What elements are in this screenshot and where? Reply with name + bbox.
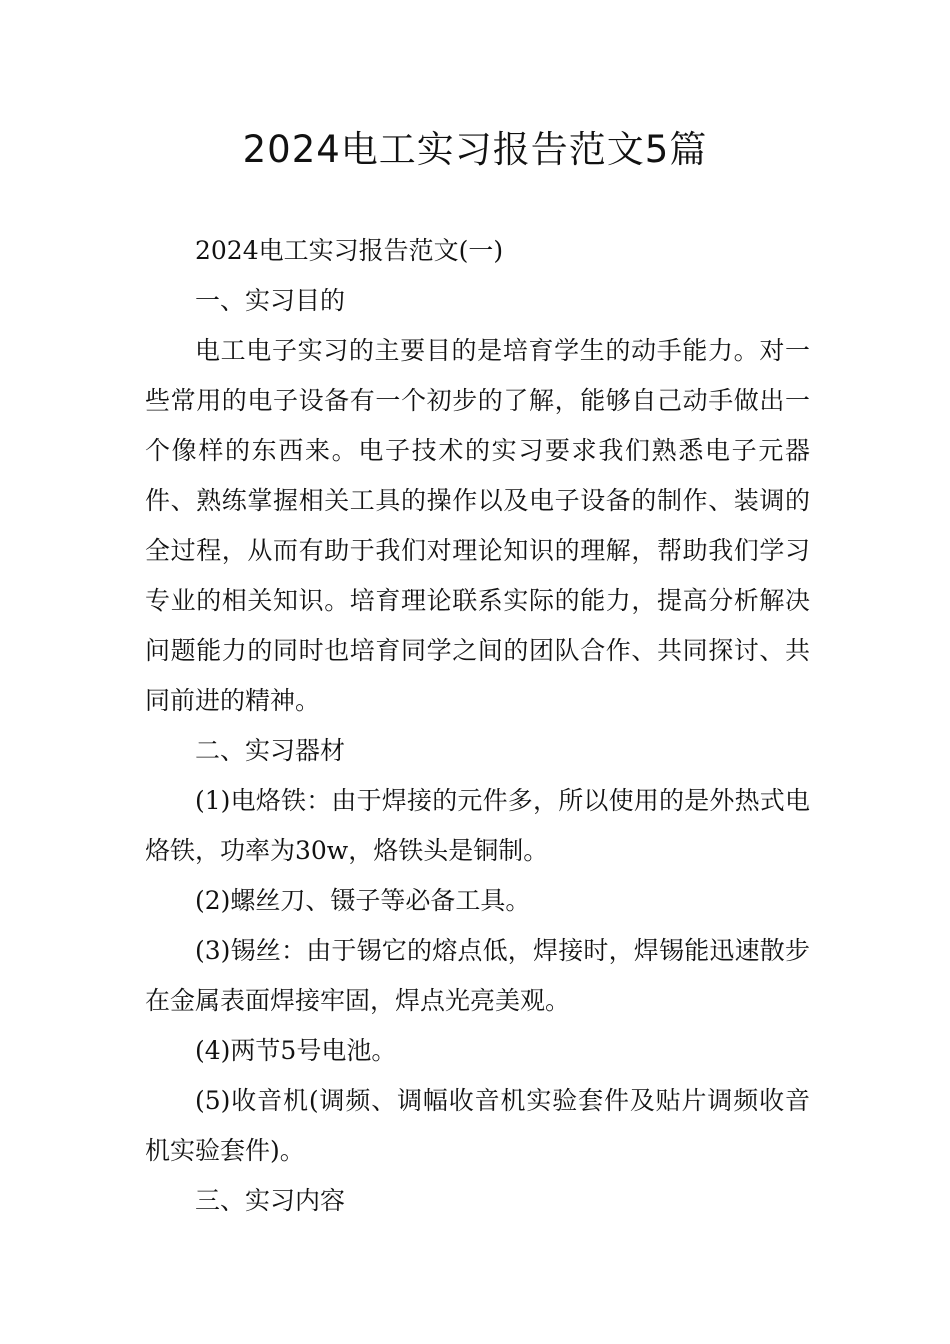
heading-purpose: 一、实习目的 [195,286,346,315]
section-subtitle: 2024电工实习报告范文(一) [195,236,504,265]
paragraph-purpose: 电工电子实习的主要目的是培育学生的动手能力。对一些常用的电子设备有一个初步的了解，能够自己动手做出一个像样的东西来。电子技术的实习要求我们熟悉电子元器件、熟练掌握相关工具的操作以及电子设备的制作、装调的全过程，从而有助于我们对理论知识的理解，帮助我们学习专业的相关知识。培育理论联系实际的能力，提高分析解决问题能力的同时也培育同学之间的团队合作、共同探讨、共同前进的精神。 [145,336,810,715]
document-title: 2024电工实习报告范文5篇 [242,128,708,171]
heading-content: 三、实习内容 [195,1186,346,1215]
document-body [145,226,810,1226]
equipment-item-2: (2)螺丝刀、镊子等必备工具。 [195,886,531,915]
equipment-item-4: (4)两节5号电池。 [195,1036,397,1065]
equipment-item-1: (1)电烙铁：由于焊接的元件多，所以使用的是外热式电烙铁，功率为30w，烙铁头是铜制。 [145,786,810,865]
heading-equipment: 二、实习器材 [195,736,346,765]
equipment-item-5: (5)收音机(调频、调幅收音机实验套件及贴片调频收音机实验套件)。 [145,1086,810,1165]
equipment-item-3: (3)锡丝：由于锡它的熔点低，焊接时，焊锡能迅速散步在金属表面焊接牢固，焊点光亮美观。 [145,936,810,1015]
